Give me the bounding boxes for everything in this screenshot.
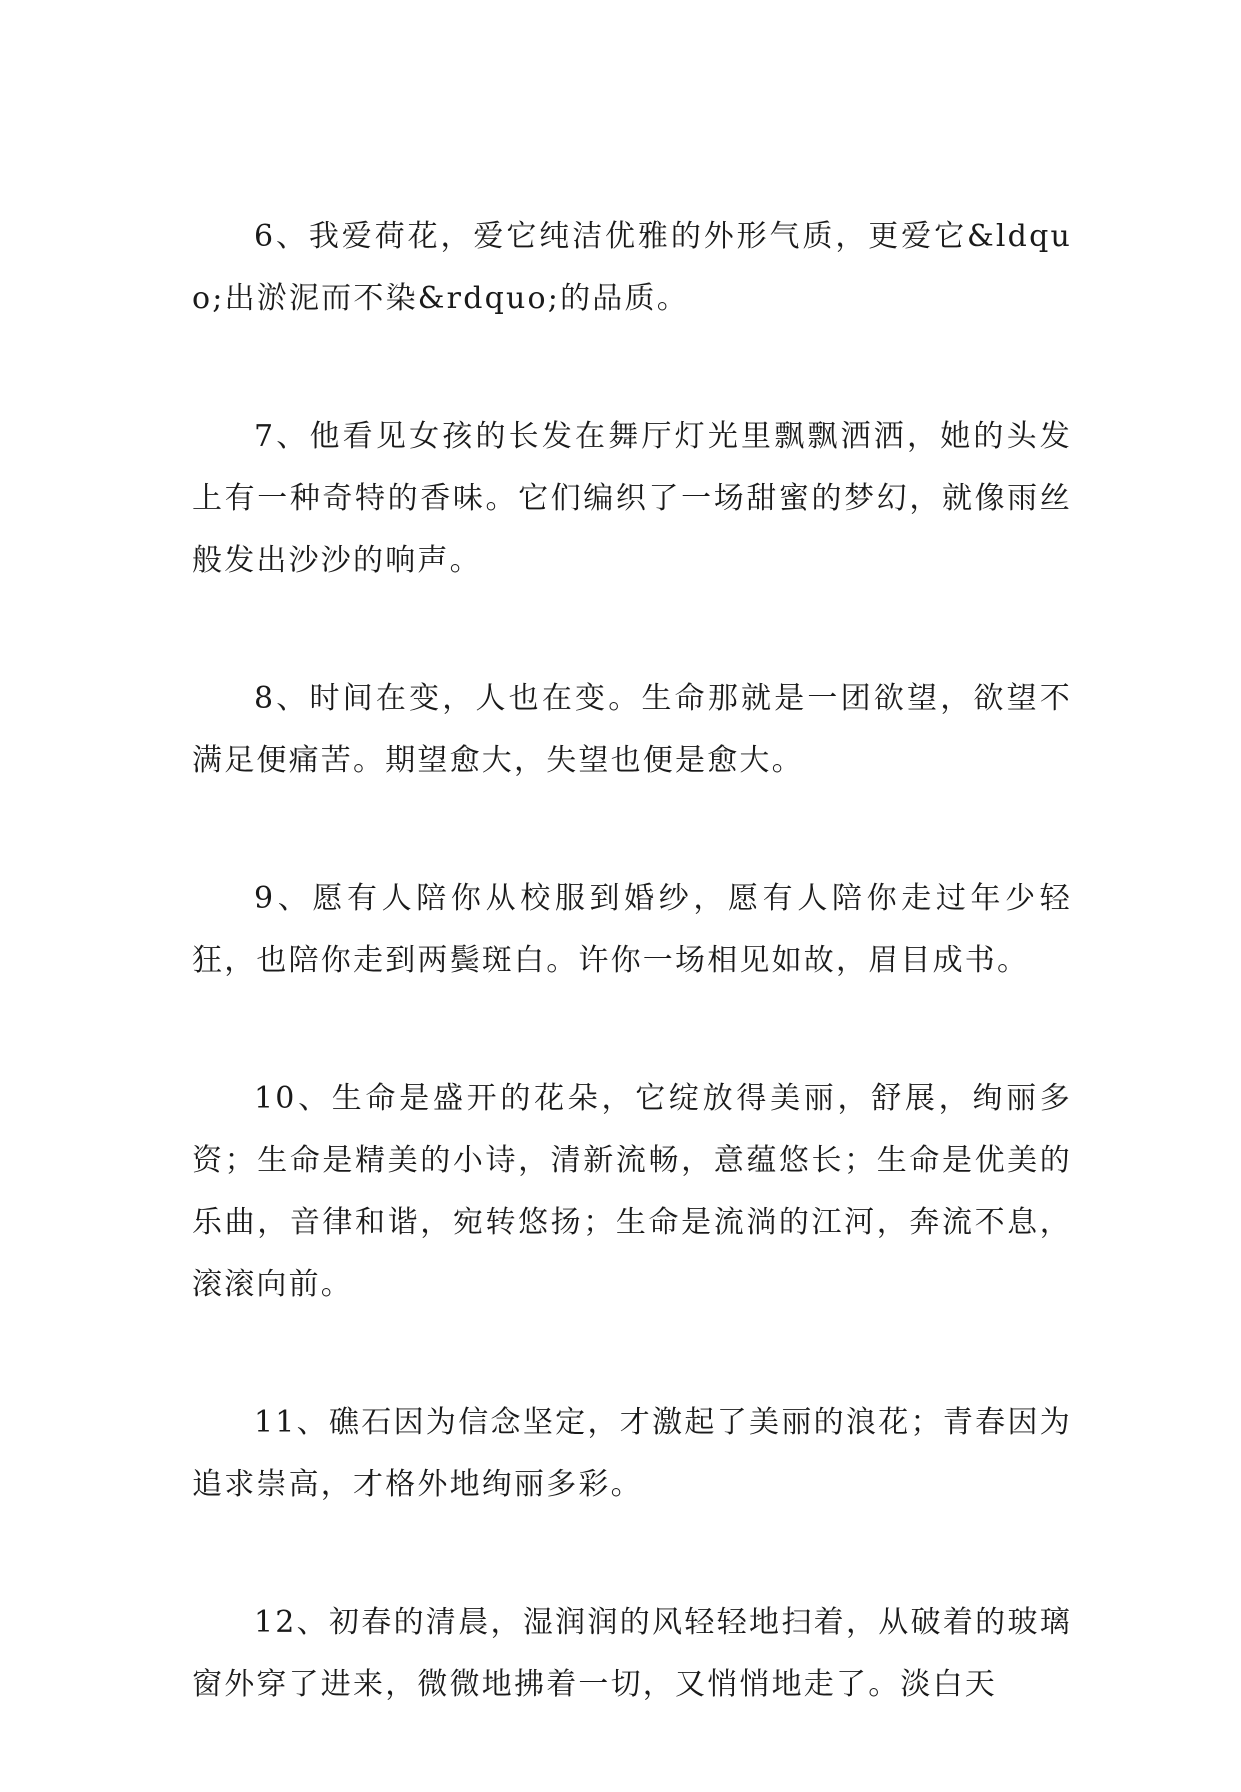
paragraph-10: 10、生命是盛开的花朵，它绽放得美丽，舒展，绚丽多资；生命是精美的小诗，清新流畅，意蕴悠长；生命是优美的乐曲，音律和谐，宛转悠扬；生命是流淌的江河，奔流不息，滚滚向前。 xyxy=(192,1081,1072,1302)
document-body xyxy=(192,206,1072,1792)
paragraph-8: 8、时间在变，人也在变。生命那就是一团欲望，欲望不满足便痛苦。期望愈大，失望也便是愈大。 xyxy=(192,681,1072,778)
paragraph-11: 11、礁石因为信念坚定，才激起了美丽的浪花；青春因为追求崇高，才格外地绚丽多彩。 xyxy=(192,1405,1072,1502)
paragraph-12: 12、初春的清晨，湿润润的风轻轻地扫着，从破着的玻璃窗外穿了进来，微微地拂着一切，又悄悄地走了。淡白天 xyxy=(192,1605,1072,1702)
paragraph-6: 6、我爱荷花，爱它纯洁优雅的外形气质，更爱它&ldquo;出淤泥而不染&rdquo;的品质。 xyxy=(192,219,1072,316)
paragraph-9: 9、愿有人陪你从校服到婚纱，愿有人陪你走过年少轻狂，也陪你走到两鬓斑白。许你一场相见如故，眉目成书。 xyxy=(192,881,1072,978)
paragraph-7: 7、他看见女孩的长发在舞厅灯光里飘飘洒洒，她的头发上有一种奇特的香味。它们编织了一场甜蜜的梦幻，就像雨丝般发出沙沙的响声。 xyxy=(192,419,1072,578)
